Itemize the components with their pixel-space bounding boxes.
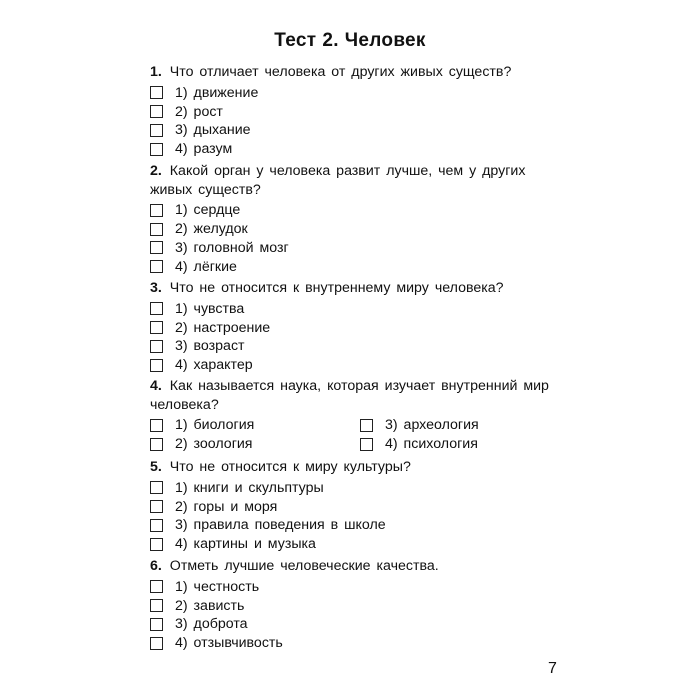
checkbox[interactable] — [150, 340, 163, 353]
checkbox[interactable] — [150, 105, 163, 118]
question-text — [150, 162, 562, 199]
option-3[interactable] — [150, 121, 562, 140]
option-label: 3) головной мозг — [175, 239, 289, 256]
question-label: Что не относится к внутреннему миру человека? — [169, 280, 504, 296]
option-label: 2) желудок — [175, 221, 248, 238]
checkbox[interactable] — [150, 637, 163, 650]
checkbox[interactable] — [150, 302, 163, 315]
question-6 — [150, 557, 562, 653]
option-label: 2) настроение — [175, 319, 271, 336]
option-1[interactable] — [150, 479, 562, 498]
option-3[interactable] — [360, 416, 560, 435]
options-list — [150, 201, 562, 276]
option-label: 4) психология — [385, 436, 478, 453]
question-label: Что не относится к миру культуры? — [169, 459, 411, 475]
option-4[interactable] — [150, 140, 562, 159]
option-3[interactable] — [150, 516, 562, 535]
question-5 — [150, 458, 562, 554]
checkbox[interactable] — [150, 143, 163, 156]
question-label: Отметь лучшие человеческие качества. — [169, 558, 439, 574]
checkbox[interactable] — [150, 321, 163, 334]
option-label: 2) зоология — [175, 436, 253, 453]
option-label: 3) дыхание — [175, 122, 251, 139]
checkbox[interactable] — [150, 86, 163, 99]
option-label: 4) картины и музыка — [175, 536, 316, 553]
option-label: 4) лёгкие — [175, 258, 237, 275]
question-label: Какой орган у человека развит лучше, чем у других живых существ? — [150, 163, 526, 198]
option-label: 3) археология — [385, 417, 479, 434]
page-number: 7 — [548, 660, 557, 677]
checkbox[interactable] — [150, 580, 163, 593]
option-label: 1) движение — [175, 84, 259, 101]
question-number: 3. — [150, 280, 162, 296]
option-2[interactable] — [150, 102, 562, 121]
checkbox[interactable] — [150, 204, 163, 217]
options-list — [150, 300, 562, 375]
option-label: 3) возраст — [175, 338, 245, 355]
option-2[interactable] — [150, 497, 562, 516]
option-label: 1) книги и скульптуры — [175, 479, 324, 496]
checkbox[interactable] — [360, 438, 373, 451]
option-2[interactable] — [150, 220, 562, 239]
question-number: 6. — [150, 558, 162, 574]
question-number: 4. — [150, 378, 162, 394]
checkbox[interactable] — [150, 500, 163, 513]
option-4[interactable] — [150, 634, 562, 653]
option-1[interactable] — [150, 416, 360, 435]
question-3 — [150, 279, 562, 375]
question-text — [150, 63, 562, 82]
option-4[interactable] — [150, 257, 562, 276]
option-label: 3) правила поведения в школе — [175, 517, 386, 534]
question-number: 2. — [150, 163, 162, 179]
checkbox[interactable] — [150, 223, 163, 236]
options-list — [150, 479, 562, 554]
options-list — [150, 578, 562, 653]
option-4[interactable] — [360, 435, 560, 454]
option-label: 4) отзывчивость — [175, 635, 283, 652]
option-label: 1) биология — [175, 417, 255, 434]
question-2 — [150, 162, 562, 276]
title-subject: Человек — [344, 30, 426, 51]
question-text — [150, 279, 562, 298]
option-label: 2) горы и моря — [175, 498, 278, 515]
checkbox[interactable] — [150, 519, 163, 532]
question-text — [150, 377, 562, 414]
option-1[interactable] — [150, 84, 562, 103]
checkbox[interactable] — [150, 599, 163, 612]
option-label: 1) честность — [175, 578, 260, 595]
checkbox[interactable] — [150, 438, 163, 451]
option-2[interactable] — [150, 596, 562, 615]
checkbox[interactable] — [150, 241, 163, 254]
option-label: 2) рост — [175, 103, 223, 120]
title-prefix: Тест — [274, 30, 317, 51]
checkbox[interactable] — [360, 419, 373, 432]
option-3[interactable] — [150, 239, 562, 258]
options-column-right — [360, 416, 560, 454]
option-2[interactable] — [150, 435, 360, 454]
option-1[interactable] — [150, 578, 562, 597]
checkbox[interactable] — [150, 124, 163, 137]
options-list — [150, 416, 562, 454]
option-4[interactable] — [150, 356, 562, 375]
question-1 — [150, 63, 562, 159]
checkbox[interactable] — [150, 538, 163, 551]
option-label: 1) чувства — [175, 300, 245, 317]
checkbox[interactable] — [150, 260, 163, 273]
question-4 — [150, 377, 562, 454]
option-4[interactable] — [150, 535, 562, 554]
checkbox[interactable] — [150, 419, 163, 432]
option-3[interactable] — [150, 337, 562, 356]
checkbox[interactable] — [150, 359, 163, 372]
option-label: 4) разум — [175, 141, 233, 158]
option-label: 3) доброта — [175, 616, 248, 633]
question-number: 1. — [150, 64, 162, 80]
option-1[interactable] — [150, 201, 562, 220]
page-title — [0, 30, 700, 52]
option-label: 1) сердце — [175, 202, 241, 219]
question-text — [150, 557, 562, 576]
question-number: 5. — [150, 459, 162, 475]
checkbox[interactable] — [150, 481, 163, 494]
option-3[interactable] — [150, 615, 562, 634]
option-2[interactable] — [150, 318, 562, 337]
options-column-left — [150, 416, 360, 454]
question-text — [150, 458, 562, 477]
option-1[interactable] — [150, 300, 562, 319]
checkbox[interactable] — [150, 618, 163, 631]
options-list — [150, 84, 562, 159]
title-number: 2. — [322, 30, 339, 51]
question-label: Что отличает человека от других живых существ? — [169, 64, 512, 80]
option-label: 2) зависть — [175, 597, 245, 614]
question-label: Как называется наука, которая изучает внутренний мир человека? — [150, 378, 549, 413]
option-label: 4) характер — [175, 357, 253, 374]
